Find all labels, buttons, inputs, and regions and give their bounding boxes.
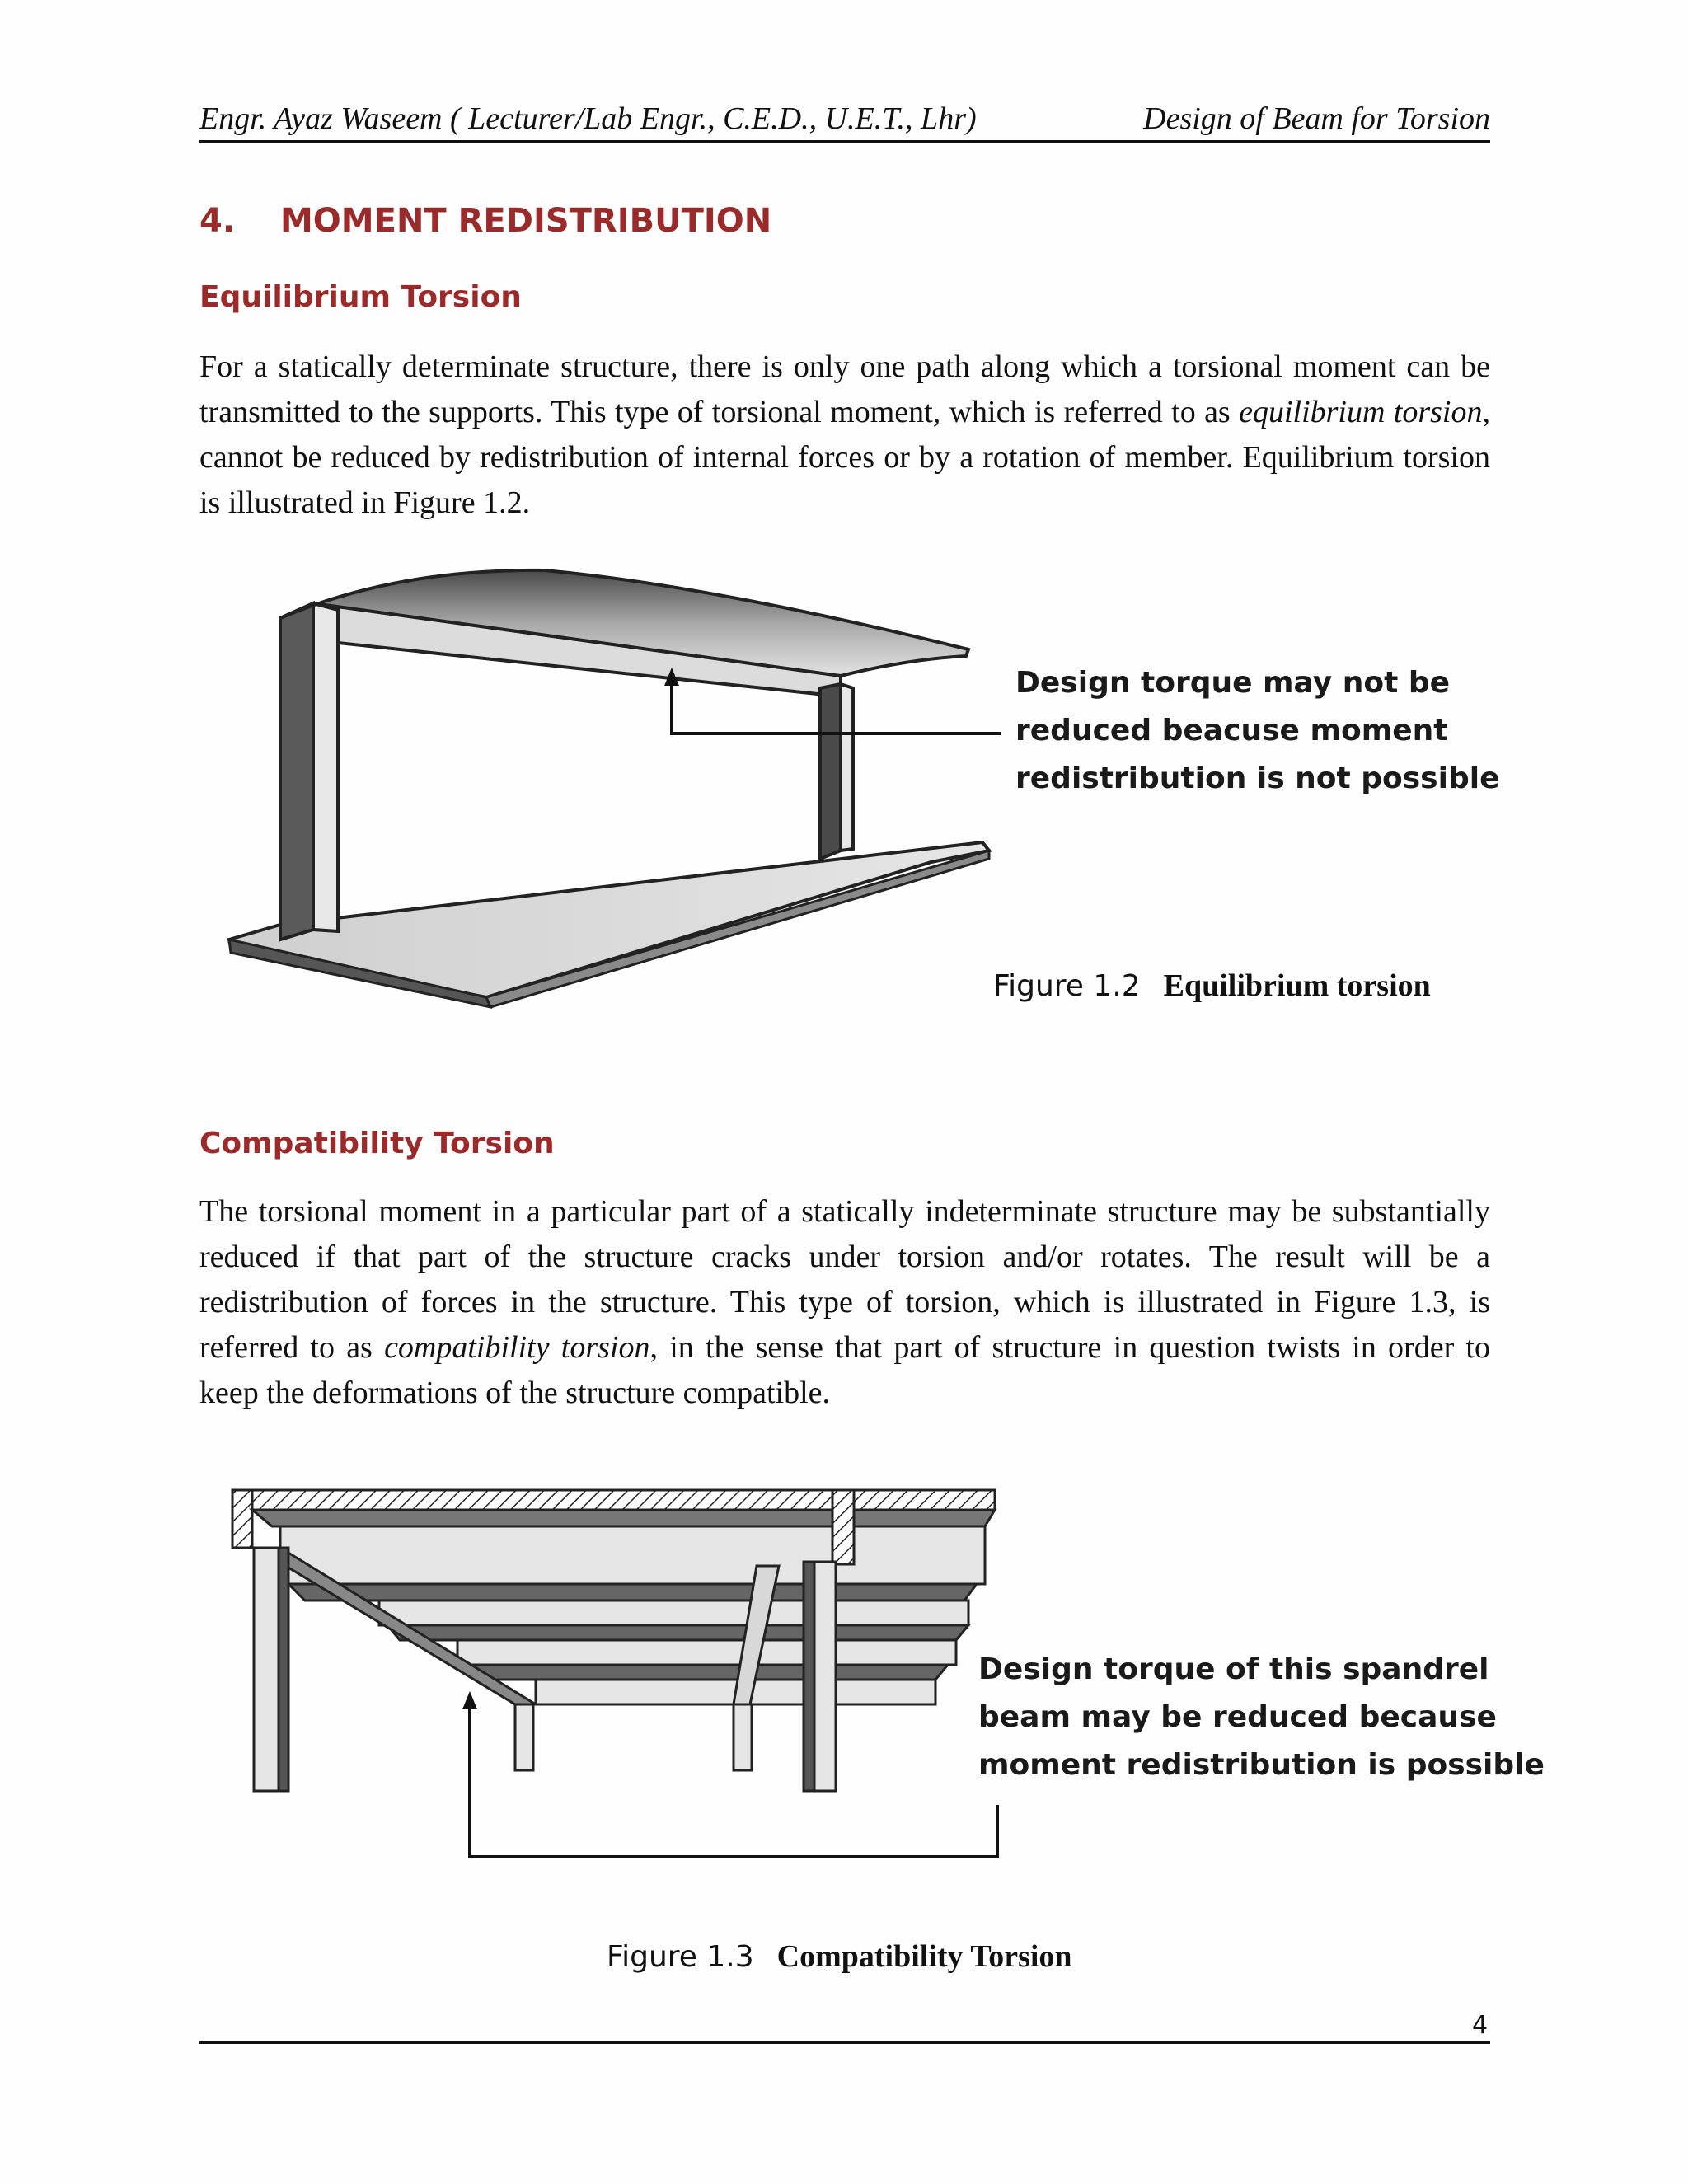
compatibility-paragraph	[199, 1189, 1490, 1416]
note-line: Design torque may not be	[1015, 666, 1451, 700]
right-column	[820, 684, 841, 859]
note-line: Design torque of this spandrel	[978, 1652, 1489, 1686]
column	[515, 1704, 533, 1770]
compatibility-term: compatibility torsion	[384, 1330, 650, 1365]
figure-1-2-caption	[993, 968, 1431, 1004]
floor-slab-section	[232, 1490, 995, 1510]
section-heading	[199, 202, 771, 240]
left-column	[280, 603, 313, 940]
compatibility-text-b: , in the sense that part of structure in question twists in order to keep the deformations of the structure compatible.	[199, 1330, 1490, 1410]
section-number: 4.	[199, 202, 236, 240]
figure-1-2-note	[1015, 659, 1499, 803]
beam	[457, 1640, 956, 1665]
equilibrium-text-a: For a statically determinate structure, there is only one path along which a torsional moment can be transmitted to the supports. This type of torsional moment, which is referred to as	[199, 349, 1490, 429]
column	[814, 1562, 836, 1791]
note-line: reduced beacuse moment	[1015, 714, 1448, 748]
equilibrium-heading: Equilibrium Torsion	[199, 280, 522, 314]
beam	[252, 1510, 995, 1526]
figure-1-3-caption	[607, 1938, 1072, 1975]
page-number: 4	[1472, 2011, 1489, 2040]
caption-label: Figure 1.2	[993, 969, 1141, 1003]
equilibrium-paragraph	[199, 344, 1490, 526]
figure-equilibrium-torsion	[214, 552, 1006, 1014]
running-header	[199, 97, 1490, 143]
note-line: beam may be reduced because	[978, 1700, 1497, 1734]
caption-title: Equilibrium torsion	[1163, 968, 1431, 1003]
column	[254, 1548, 279, 1791]
footer-rule	[199, 2041, 1490, 2044]
equilibrium-term: equilibrium torsion	[1239, 395, 1483, 429]
note-line: moment redistribution is possible	[978, 1748, 1545, 1782]
caption-title: Compatibility Torsion	[776, 1939, 1072, 1974]
header-title: Design of Beam for Torsion	[1143, 101, 1490, 136]
beam	[379, 1601, 968, 1625]
header-author: Engr. Ayaz Waseem ( Lecturer/Lab Engr., C.E.D., U.E.T., Lhr)	[199, 101, 977, 136]
note-line: redistribution is not possible	[1015, 762, 1500, 795]
compatibility-text-a: The torsional moment in a particular part of a statically indeterminate structure may be substantially reduced if that part of the structure cracks under torsion and/or rotates. The result will be a redistribution of forces in the structure. This type of torsion, which is illustrated in Figure 1.3, is referred to as	[199, 1194, 1490, 1365]
caption-label: Figure 1.3	[607, 1940, 754, 1974]
section-title: MOMENT REDISTRIBUTION	[280, 202, 772, 240]
equilibrium-text-b: , cannot be reduced by redistribution of internal forces or by a rotation of member. Equilibrium torsion is illustrated in Figure 1.2.	[199, 395, 1490, 520]
figure-compatibility-torsion	[223, 1475, 1014, 1871]
compatibility-heading: Compatibility Torsion	[199, 1127, 555, 1160]
figure-1-3-note	[978, 1646, 1545, 1789]
